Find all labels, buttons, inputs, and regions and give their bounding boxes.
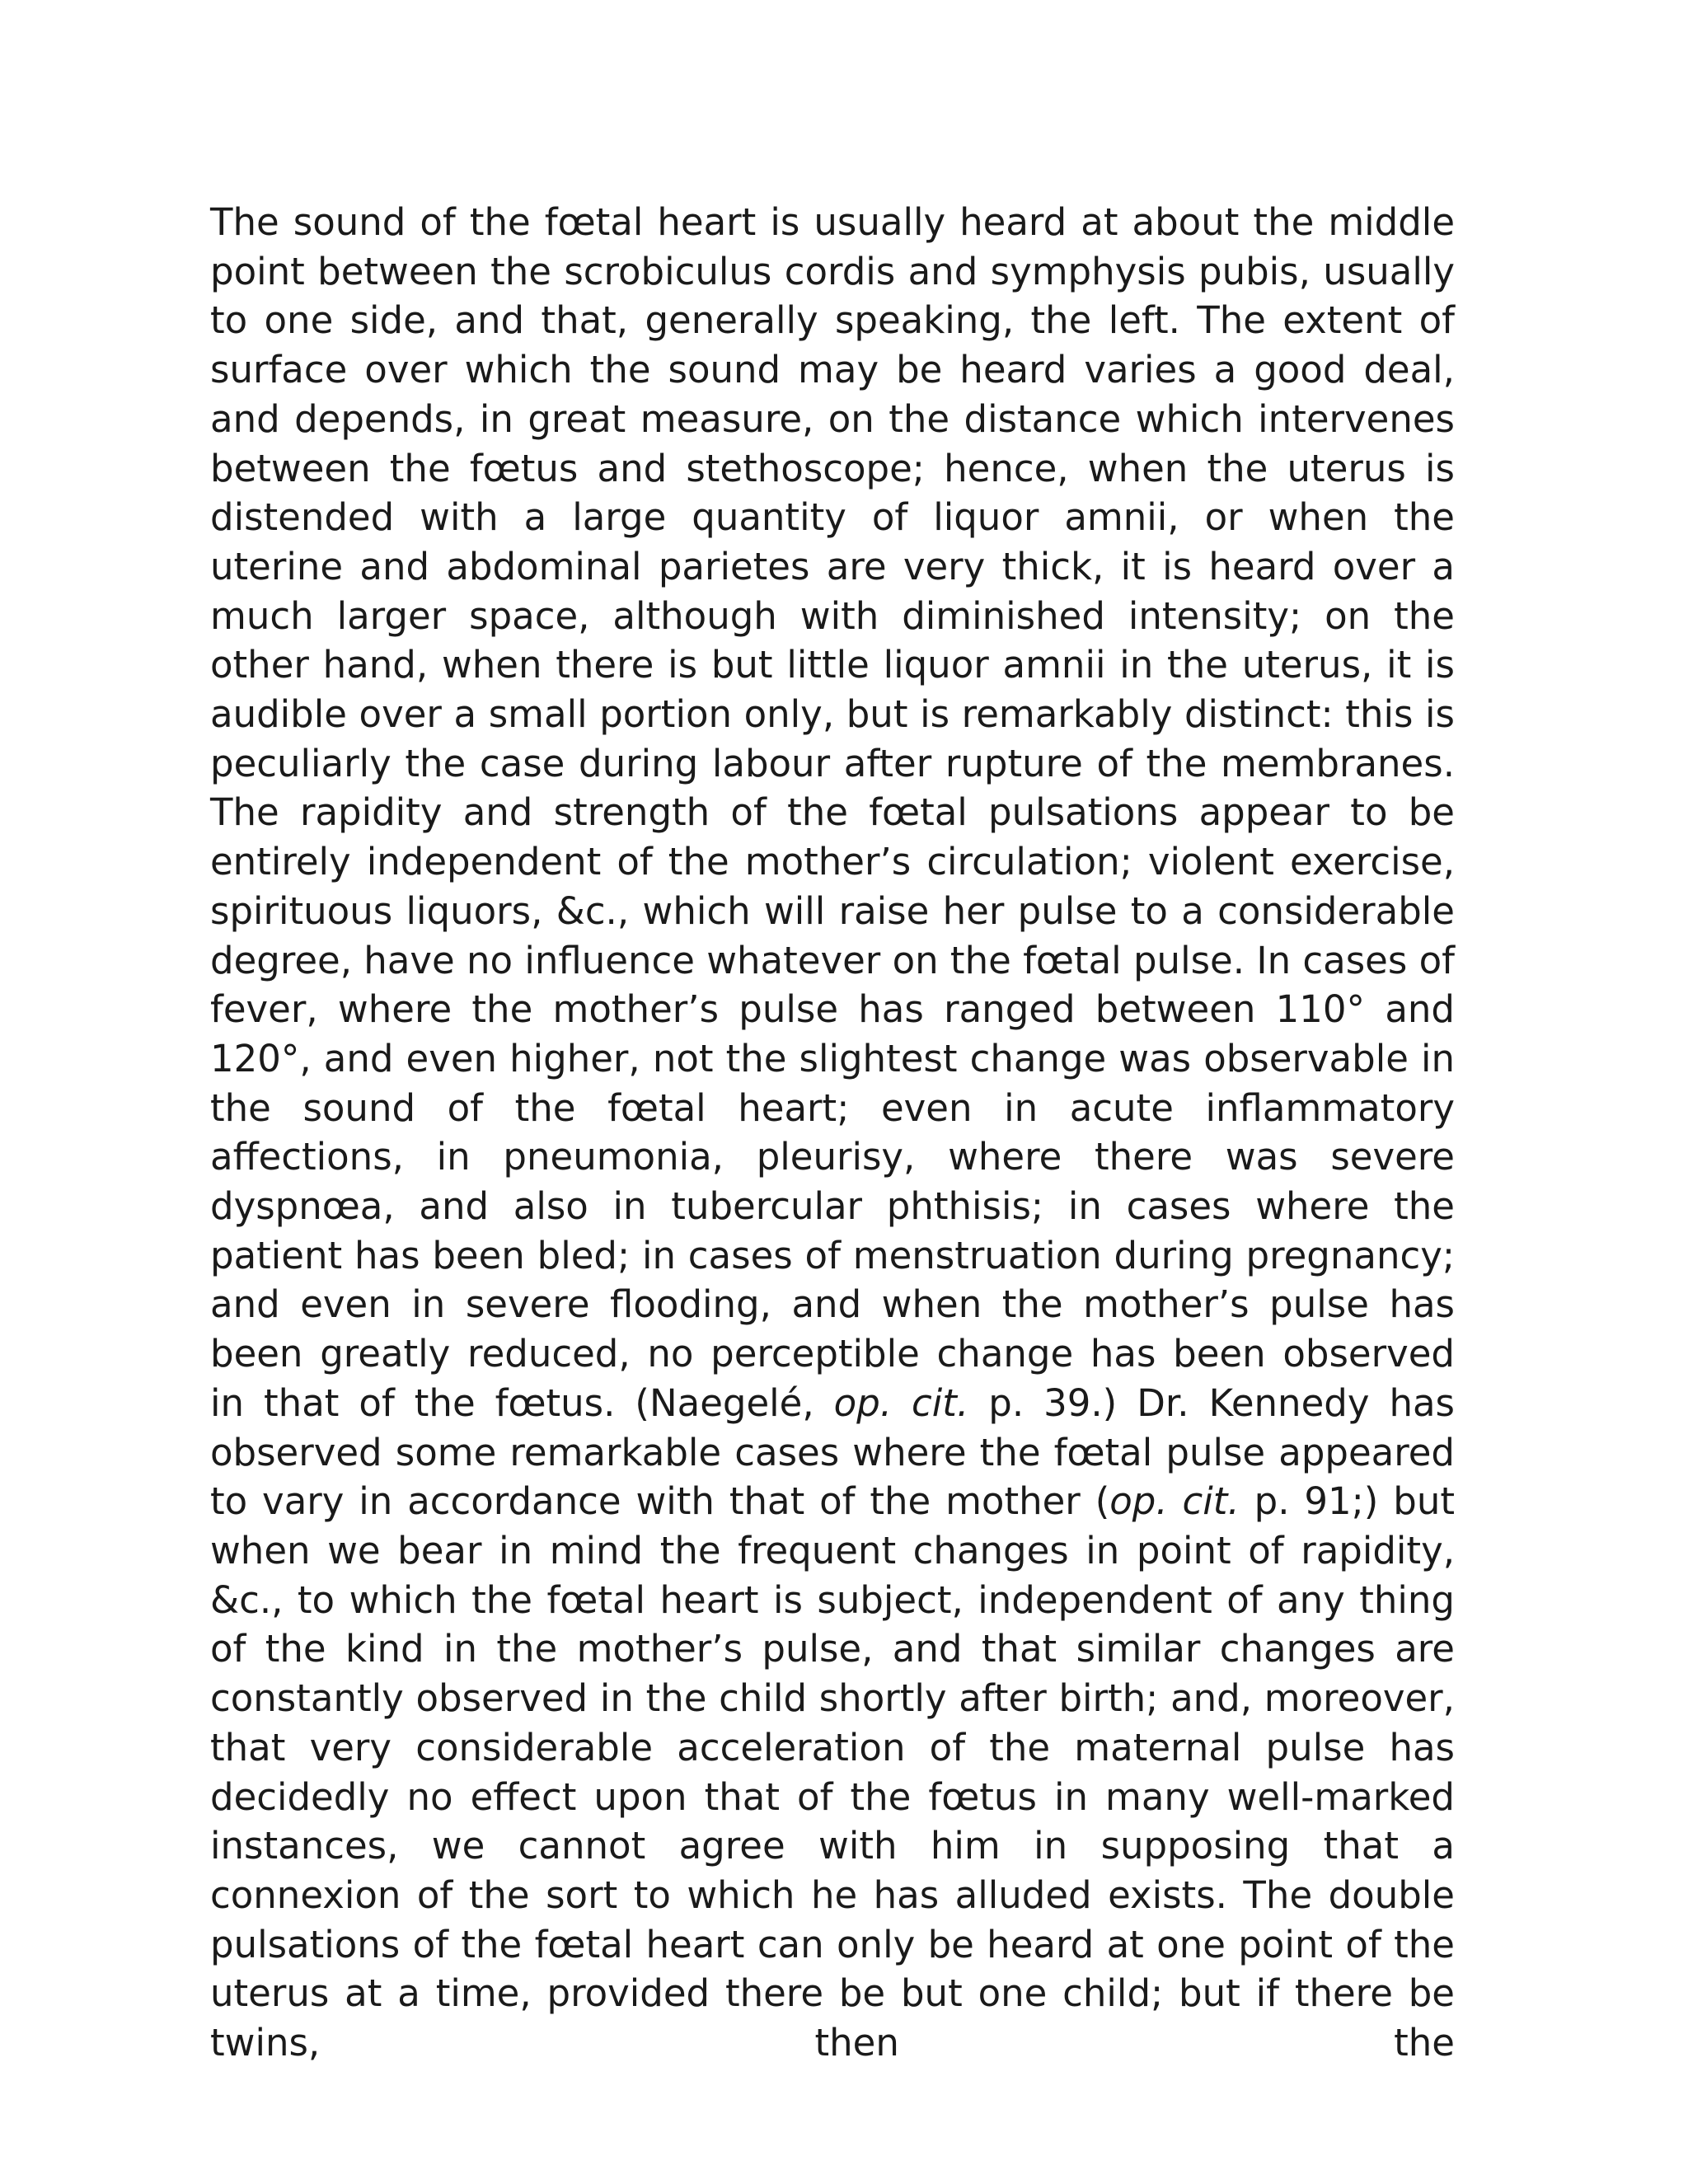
- page-body: [210, 198, 1455, 2068]
- citation-op-cit-2: op. cit.: [1109, 1479, 1240, 1524]
- body-paragraph: [210, 198, 1455, 2068]
- citation-op-cit-1: op. cit.: [833, 1380, 969, 1425]
- paragraph-lead: The sound of the fœtal heart is usually heard at about the middle point between the scrobiculus cordis and symphysis pubis, usually to one side, and that, generally speaking, the left. The extent of surface over which the sound may be heard varies a good deal, and depends, in great measure, on the distance which intervenes between the fœtus and stethoscope; hence, when the uterus is distended with a large quantity of liquor amnii, or when the uterine and abdominal parietes are very thick, it is heard over a much larger space, although with diminished intensity; on the other hand, when there is but little liquor amnii in the uterus, it is audible over a small portion only, but is remarkably distinct: this is peculiarly the case during labour after rupture of the membranes. The rapidity and strength of the fœtal pulsations appear to be entirely independent of the mother’s circulation; violent exercise, spirituous liquors, &c., which will raise her pulse to a considerable degree, have no influence whatever on the fœtal pulse. In cases of fever, where the mother’s pulse has ranged between 110° and 120°, and even higher, not the slightest change was observable in the sound of the fœtal heart; even in acute inflammatory affections, in pneumonia, pleurisy, where there was severe dyspnœa, and also in tubercular phthisis; in cases where the patient has been bled; in cases of menstruation during pregnancy; and even in severe flooding, and when the mother’s pulse has been greatly reduced, no perceptible change has been observed in that of the fœtus. (Naegelé,: [210, 200, 1455, 1425]
- paragraph-tail: p. 91;) but when we bear in mind the frequent changes in point of rapidity, &c., to which the fœtal heart is subject, independent of any thing of the kind in the mother’s pulse, and that similar changes are constantly observed in the child shortly after birth; and, moreover, that very considerable acceleration of the maternal pulse has decidedly no effect upon that of the fœtus in many well-marked instances, we cannot agree with him in supposing that a connexion of the sort to which he has alluded exists. The double pulsations of the fœtal heart can only be heard at one point of the uterus at a time, provided there be but one child; but if there be twins, then the: [210, 1479, 1455, 2065]
- paragraph-middle: p. 39.) Dr. Kennedy has observed some remarkable cases where the fœtal pulse appeared to vary in accordance with that of the mother (: [210, 1380, 1455, 1524]
